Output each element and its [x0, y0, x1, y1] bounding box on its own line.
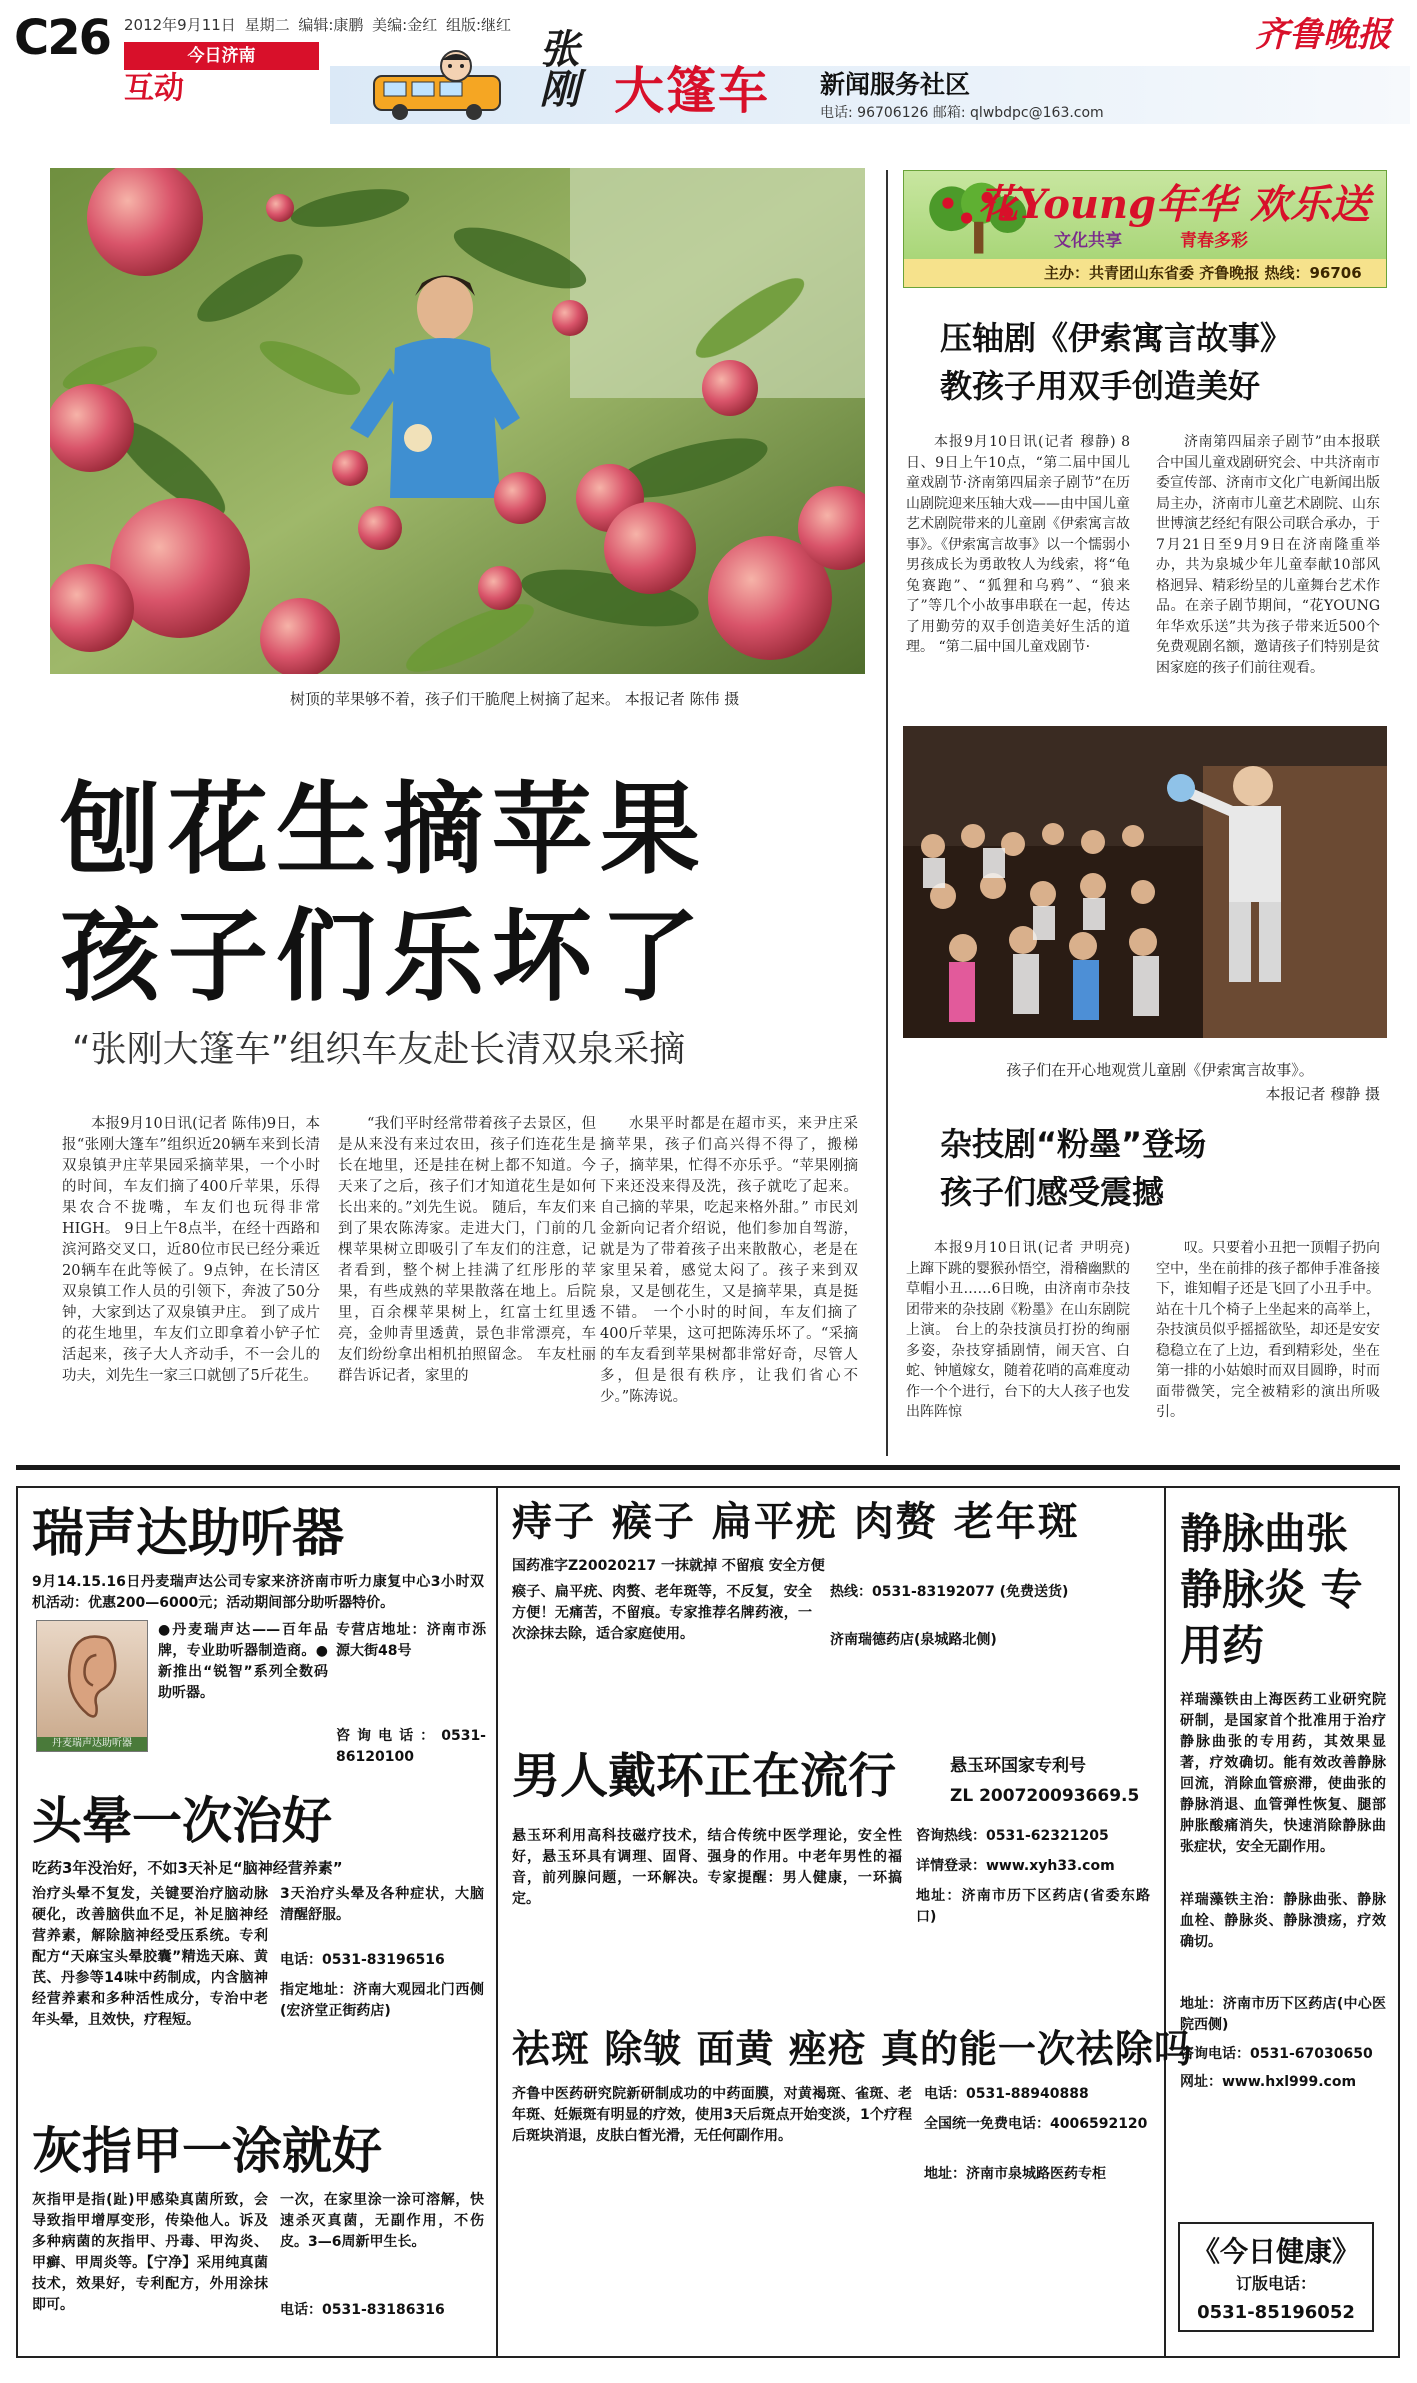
ad-spots-body: 齐鲁中医药研究院新研制成功的中药面膜，对黄褐斑、雀斑、老年斑、妊娠斑有明显的疗效，使用3天后斑点开始变淡，1个疗程后斑块消退，皮肤白皙光滑，无任何副作用。 — [512, 2086, 912, 2144]
main-body-col1: 本报9月10日讯(记者 陈伟)9日，本报“张刚大篷车”组织近20辆车来到长清双泉镇尹庄苹果园采摘苹果，一个小时的时间，车友们摘了400斤苹果，乐得果农合不拢嘴，车友们也玩得非常HIGH。 9日上午8点半，在经十西路和滨河路交叉口，近80位市民已经分乘近20辆车在此等候了。9点钟，在长清区双泉镇工作人员的引领下，奔波了50分钟，大家到达了双泉镇尹庄。 到了成片的花生地里，车友们立即拿着小铲子忙活起来，孩子大人齐动手，不一会儿的功夫，刘先生一家三口就刨了5斤花生。 — [62, 1116, 320, 1384]
ear-photo — [36, 1620, 148, 1752]
stage-caption-line1: 孩子们在开心地观赏儿童剧《伊索寓言故事》。 — [1006, 1061, 1314, 1079]
ad-ring-patent: ZL 200720093669.5 — [950, 1786, 1140, 1806]
ad-ring-address: 地址：济南市历下区药店(省委东路口) — [916, 1888, 1150, 1925]
column-mark: 张刚 — [533, 28, 580, 108]
ad-hearing-lead: 9月14.15.16日丹麦瑞声达公司专家来济济南市听力康复中心3小时双机活动：优惠200—6000元；活动期间部分助听器特价。 — [32, 1574, 484, 1611]
ad-vein-phone: 咨询电话：0531-67030650 — [1180, 2046, 1373, 2062]
ad-vein-body: 祥瑞藻铁由上海医药工业研究院研制，是国家首个批准用于治疗静脉曲张的专用药，其效果显著，疗效确切。能有效改善静脉回流，消除血管瘀滞，使曲张的静脉消退、血管弹性恢复、腿部肿胀酸痛消失，快速消除静脉曲张症状，安全无副作用。 — [1180, 1692, 1386, 1855]
story1-headline-line1: 压轴剧《伊索寓言故事》 — [940, 319, 1293, 357]
ad-nail-title: 灰指甲一涂就好 — [32, 2122, 382, 2180]
ad-skin-lead: 国药准字Z20020217 一抹就掉 不留痕 安全方便 — [512, 1558, 825, 1574]
main-headline-line2: 孩子们乐坏了 — [60, 898, 708, 1015]
ad-hearing-body: ●丹麦瑞声达——百年品牌，专业助听器制造商。●新推出“锐智”系列全数码助听器。 — [158, 1622, 328, 1701]
stage-photo-caption — [940, 1058, 1380, 1106]
ad-hearing-phone: 咨询电话：0531-86120100 — [336, 1728, 486, 1765]
section-name: 互动 — [124, 71, 184, 106]
ad-vein-title: 静脉曲张 静脉炎 专用药 — [1180, 1509, 1363, 1670]
ad-skin-body: 瘊子、扁平疣、肉赘、老年斑等，不反复，安全方便！无痛苦，不留痕。专家推荐名牌药液，一次涂抹去除，适合家庭使用。 — [512, 1584, 812, 1642]
section-tag: 今日济南 — [124, 42, 319, 70]
banner-footer: 主办：共青团山东省委 齐鲁晚报 热线：96706 — [904, 259, 1386, 287]
ad-dizzy-title: 头晕一次治好 — [32, 1792, 332, 1850]
ad-nail-body: 灰指甲是指(趾)甲感染真菌所致，会导致指甲增厚变形，传染他人。诉及多种病菌的灰指甲、丹毒、甲沟炎、甲癣、甲周炎等。【宁净】采用纯真菌技术，效果好，专利配方，外用涂抹即可。 — [32, 2192, 268, 2313]
main-headline-line1: 刨花生摘苹果 — [60, 771, 708, 888]
health-box — [1178, 2222, 1374, 2332]
page-header — [0, 0, 1417, 130]
ad-nail-phone: 电话：0531-83186316 — [280, 2302, 445, 2318]
ad-ring-phone: 咨询热线：0531-62321205 — [916, 1828, 1109, 1844]
story2-headline-line1: 杂技剧“粉墨”登场 — [940, 1125, 1207, 1163]
main-headline — [60, 766, 708, 1020]
ear-photo-caption: 丹麦瑞声达助听器 — [37, 1737, 147, 1752]
column-contact: 电话: 96706126 邮箱: qlwbdpc@163.com — [820, 105, 1104, 121]
ad-ring-badge: 悬玉环国家专利号 — [950, 1756, 1086, 1776]
ad-vein-features: 祥瑞藻铁主治：静脉曲张、静脉血栓、静脉炎、静脉溃疡，疗效确切。 — [1180, 1892, 1386, 1950]
apple-orchard-photo — [50, 168, 865, 674]
main-photo-caption: 树顶的苹果够不着，孩子们干脆爬上树摘了起来。 本报记者 陈伟 摄 — [290, 690, 740, 708]
ads-divider-right — [1164, 1488, 1166, 2356]
health-box-sub: 订版电话： — [1235, 2274, 1316, 2293]
ad-skin-address: 济南瑞德药店(泉城路北侧) — [830, 1632, 997, 1648]
stage-caption-line2: 本报记者 穆静 摄 — [1265, 1085, 1380, 1103]
ear-icon — [37, 1621, 148, 1733]
ad-spots-phone: 电话：0531-88940888 — [924, 2086, 1089, 2102]
ad-vein-site: 网址：www.hxl999.com — [1180, 2074, 1357, 2090]
ad-skin-title: 痔子 瘊子 扁平疣 肉赘 老年斑 — [512, 1499, 1080, 1545]
header-meta: 2012年9月11日 星期二 编辑:康鹏 美编:金红 组版:继红 — [124, 16, 512, 34]
main-body-col3: 水果平时都是在超市买，来尹庄采摘苹果，孩子们高兴得不得了，搬梯子，摘苹果，忙得不亦乐乎。“苹果刚摘下来还没来得及洗，孩子就吃了起来。自己摘的苹果，吃起来格外甜。” 市民刘金新向记者介绍说，他们参加自驾游，就是为了带着孩子出来散散心，老是在家里呆着，感觉太闷了。孩子来到双泉，又是刨花生，又是摘苹果，真是挺不错。 一个小时的时间，车友们摘了400斤苹果，这可把陈涛乐坏了。“采摘的车友看到苹果树都非常好奇，尽管人多，但是很有秩序，让我们省心不少。”陈涛说。 — [600, 1116, 858, 1405]
ads-divider-left — [496, 1488, 498, 2356]
ad-hearing-address: 专营店地址：济南市泺源大街48号 — [336, 1622, 486, 1659]
ad-ring-body: 悬玉环利用高科技磁疗技术，结合传统中医学理论，安全性好，悬玉环具有调理、固肾、强身的作用。中老年男性的福音，前列腺问题，一环解决。专家提醒：男人健康，一环搞定。 — [512, 1828, 902, 1907]
ad-vein-address: 地址：济南市历下区药店(中心医院西侧) — [1180, 1996, 1386, 2033]
banner-tag1: 文化共享 — [1054, 231, 1122, 251]
column-subtitle: 新闻服务社区 — [820, 70, 971, 99]
story2-headline — [940, 1120, 1206, 1216]
ad-dizzy-note: 3天治疗头晕及各种症状，大脑清醒舒服。 — [280, 1886, 484, 1923]
bus-mascot-icon — [370, 50, 510, 122]
ad-dizzy-lead: 吃药3年没治好，不如3天补足“脑神经营养素” — [32, 1859, 343, 1877]
ad-spots-hotline: 全国统一免费电话：4006592120 — [924, 2116, 1148, 2132]
health-box-phone: 0531-85196052 — [1197, 2302, 1355, 2323]
story1-col1: 本报9月10日讯(记者 穆静) 8日、9日上午10点，“第二届中国儿童戏剧节·济南第四届亲子剧节”在历山剧院迎来压轴大戏——由中国儿童艺术剧院带来的儿童剧《伊索寓言故事》。《伊索寓言故事》以一个懦弱小男孩成长为勇敢牧人为线索，将“龟兔赛跑”、“狐狸和乌鸦”、“狼来了”等几个小故事串联在一起，传达了用勤劳的双手创造美好生活的道理。 “第二届中国儿童戏剧节· — [906, 434, 1130, 655]
ad-ring-site: 详情登录：www.xyh33.com — [916, 1858, 1115, 1874]
health-box-title: 《今日健康》 — [1191, 2235, 1360, 2268]
ad-dizzy-address: 指定地址：济南大观园北门西侧(宏济堂正街药店) — [280, 1982, 484, 2019]
column-title: 大篷车 — [614, 62, 770, 120]
ad-dizzy-phone: 电话：0531-83196516 — [280, 1952, 445, 1968]
ad-hearing-title: 瑞声达助听器 — [32, 1504, 345, 1564]
story1-headline — [940, 314, 1292, 410]
ad-spots-address: 地址：济南市泉城路医药专柜 — [924, 2166, 1106, 2182]
main-subhead: “张刚大篷车”组织车友赴长清双泉采摘 — [72, 1029, 686, 1070]
story1-col2: 济南第四届亲子剧节”由本报联合中国儿童戏剧研究会、中共济南市委宣传部、济南市文化广电新闻出版局主办，济南市儿童艺术剧院、山东世博演艺经纪有限公司联合承办，于7月21日至9月9日在济南隆重举办，共为泉城少年儿童奉献10部风格迥异、精彩纷呈的儿童舞台艺术作品。在亲子剧节期间，“花YOUNG年华欢乐送”共为孩子带来近500个免费观剧名额，邀请孩子们特别是贫困家庭的孩子们前往观看。 — [1156, 434, 1380, 676]
newspaper-logo: 齐鲁晚报 — [1255, 15, 1391, 55]
stage-performance-photo — [903, 726, 1387, 1038]
banner-tag2: 青春多彩 — [1180, 231, 1248, 251]
story2-col2: 叹。只要着小丑把一顶帽子扔向空中，坐在前排的孩子都伸手准备接下，谁知帽子还是飞回了小丑手中。站在十几个椅子上坐起来的高举上，杂技演员似乎摇摇欲坠，却还是安安稳稳立在了上边，看到精彩处，坐在第一排的小姑娘时而双目圆睁，时而面带微笑，完全被精彩的演出所吸引。 — [1156, 1240, 1380, 1420]
story1-headline-line2: 教孩子用双手创造美好 — [940, 367, 1261, 405]
ad-skin-phone: 热线：0531-83192077 (免费送货) — [830, 1584, 1069, 1600]
event-banner — [903, 170, 1387, 288]
main-body-col2: “我们平时经常带着孩子去景区，但是从来没有来过农田，孩子们连花生是长在地里，还是挂在树上都不知道。今天来了之后，孩子们才知道花生是如何长出来的。”刘先生说。 随后，车友们来到了果农陈涛家。走进大门，门前的几棵苹果树立即吸引了车友们的注意，记者看到，整个树上挂满了红彤彤的苹果，有些成熟的苹果散落在地上。后院里，百余棵苹果树上，红富士红里透亮，金帅青里透黄，景色非常漂亮，车友们纷纷拿出相机拍照留念。 车友杜丽群告诉记者，家里的 — [338, 1116, 596, 1384]
ad-ring-title: 男人戴环正在流行 — [512, 1748, 897, 1804]
ad-spots-title: 祛斑 除皱 面黄 痤疮 真的能一次祛除吗 — [512, 2027, 1193, 2071]
page-number: C26 — [14, 10, 111, 66]
story2-col1: 本报9月10日讯(记者 尹明亮) 上蹿下跳的婴猴孙悟空，滑稽幽默的草帽小丑……6日晚，由济南市杂技团带来的杂技剧《粉墨》在山东剧院上演。 台上的杂技演员打扮的绚丽多姿，杂技穿插剧情，闹天宫、白蛇、钟馗嫁女，随着花哨的高难度动作一个个进行，台下的大人孩子也发出阵阵惊 — [906, 1240, 1130, 1420]
ad-nail-note: 一次，在家里涂一涂可溶解，快速杀灭真菌，无副作用，不伤皮。3—6周新甲生长。 — [280, 2192, 484, 2250]
banner-title: 花Young年华 欢乐送 — [978, 181, 1370, 228]
column-divider — [886, 170, 888, 1456]
ad-dizzy-body: 治疗头晕不复发，关键要治疗脑动脉硬化，改善脑供血不足，补足脑神经营养素，解除脑神经受压系统。专利配方“天麻宝头晕胶囊”精选天麻、黄芪、丹参等14味中药制成，内含脑神经营养素和多种活性成分，专治中老年头晕，且效快，疗程短。 — [32, 1886, 268, 2028]
story2-headline-line2: 孩子们感受震撼 — [940, 1173, 1165, 1211]
